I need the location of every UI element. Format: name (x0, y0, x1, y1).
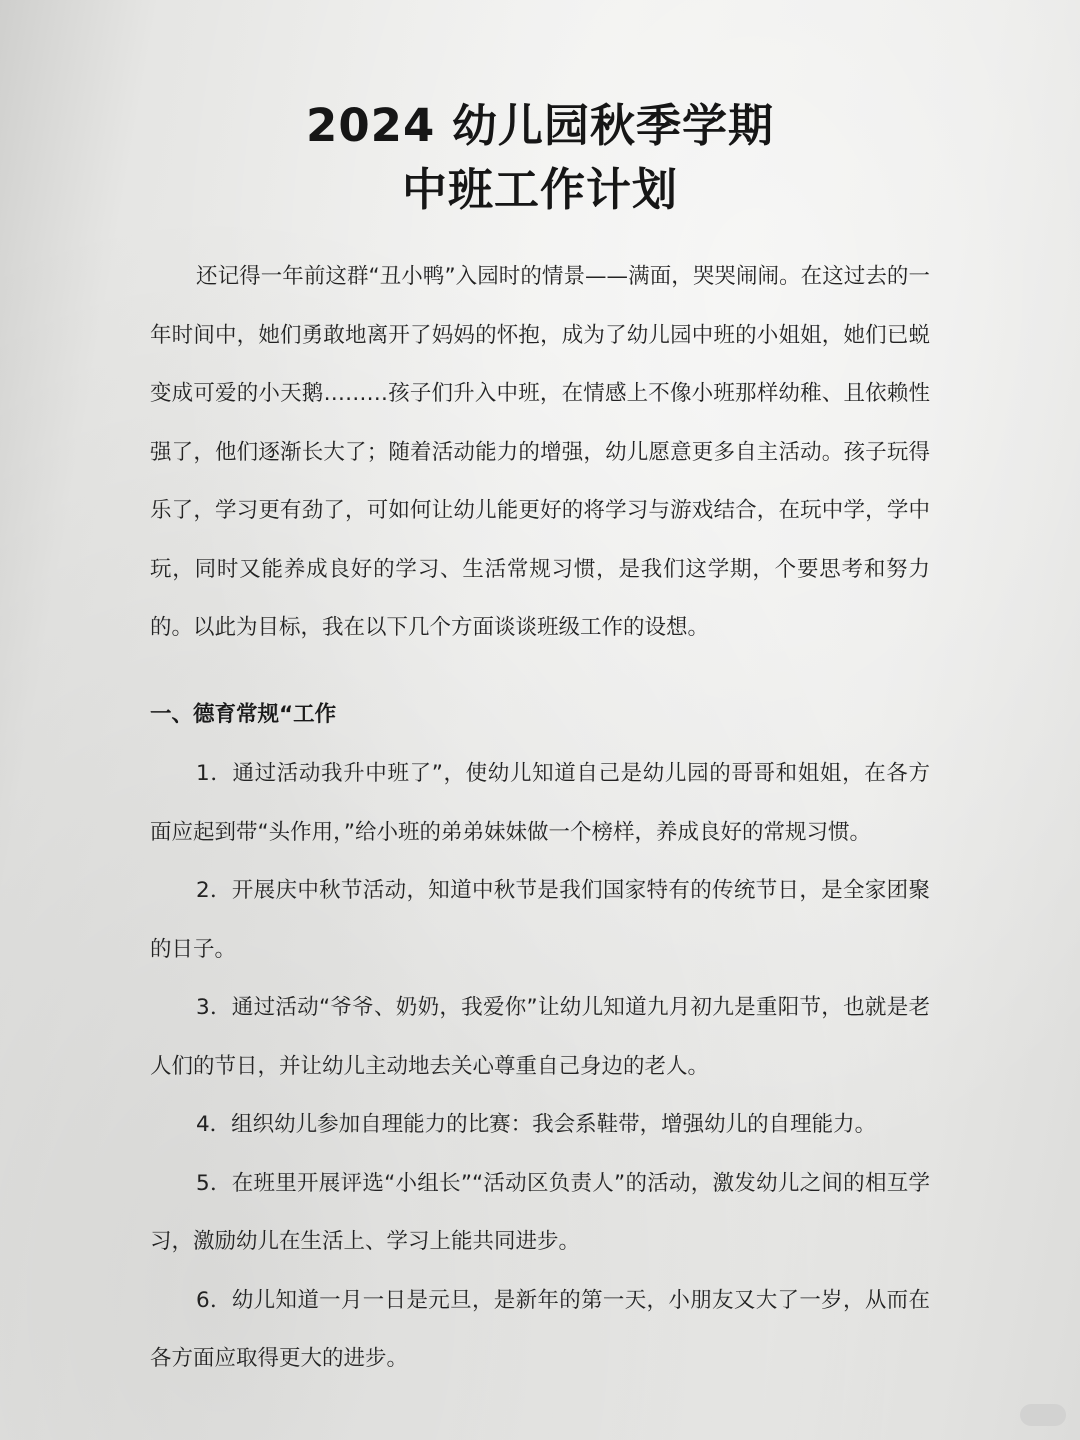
list-item: 3．通过活动“爷爷、奶奶，我爱你”让幼儿知道九月初九是重阳节，也就是老人们的节日，并让幼儿主动地去关心尊重自己身边的老人。 (150, 995, 930, 1079)
watermark-badge (1020, 1404, 1066, 1426)
list-item: 6．幼儿知道一月一日是元旦，是新年的第一天，小朋友又大了一岁，从而在各方面应取得更大的进步。 (150, 1287, 930, 1371)
list-item: 4．组织幼儿参加自理能力的比赛：我会系鞋带，增强幼儿的自理能力。 (196, 1112, 877, 1137)
document-title-line2: 中班工作计划 (401, 163, 678, 216)
intro-paragraph: 还记得一年前这群“丑小鸭”入园时的情景——满面，哭哭闹闹。在这过去的一年时间中，她们勇敢地离开了妈妈的怀抱，成为了幼儿园中班的小姐姐，她们已蜕变成可爱的小天鹅………孩子们升入中班，在情感上不像小班那样幼稚、且依赖性强了，他们逐渐长大了；随着活动能力的增强，幼儿愿意更多自主活动。孩子玩得乐了，学习更有劲了，可如何让幼儿能更好的将学习与游戏结合，在玩中学，学中玩，同时又能养成良好的学习、生活常规习惯，是我们这学期，个要思考和努力的。以此为目标，我在以下几个方面谈谈班级工作的设想。 (150, 264, 930, 640)
document-title-line1: 2024 幼儿园秋季学期 (306, 99, 774, 152)
list-item: 2．开展庆中秋节活动，知道中秋节是我们国家特有的传统节日，是全家团聚的日子。 (150, 878, 930, 962)
section-heading-moral-routine: 一、德育常规“工作 (150, 702, 337, 727)
list-item: 1．通过活动我升中班了”，使幼儿知道自己是幼儿园的哥哥和姐姐，在各方面应起到带“头作用，”给小班的弟弟妹妹做一个榜样，养成良好的常规习惯。 (150, 761, 930, 845)
list-item: 5．在班里开展评选“小组长”“活动区负责人”的活动，激发幼儿之间的相互学习，激励幼儿在生活上、学习上能共同进步。 (150, 1170, 930, 1254)
section-item-list (150, 745, 930, 1389)
